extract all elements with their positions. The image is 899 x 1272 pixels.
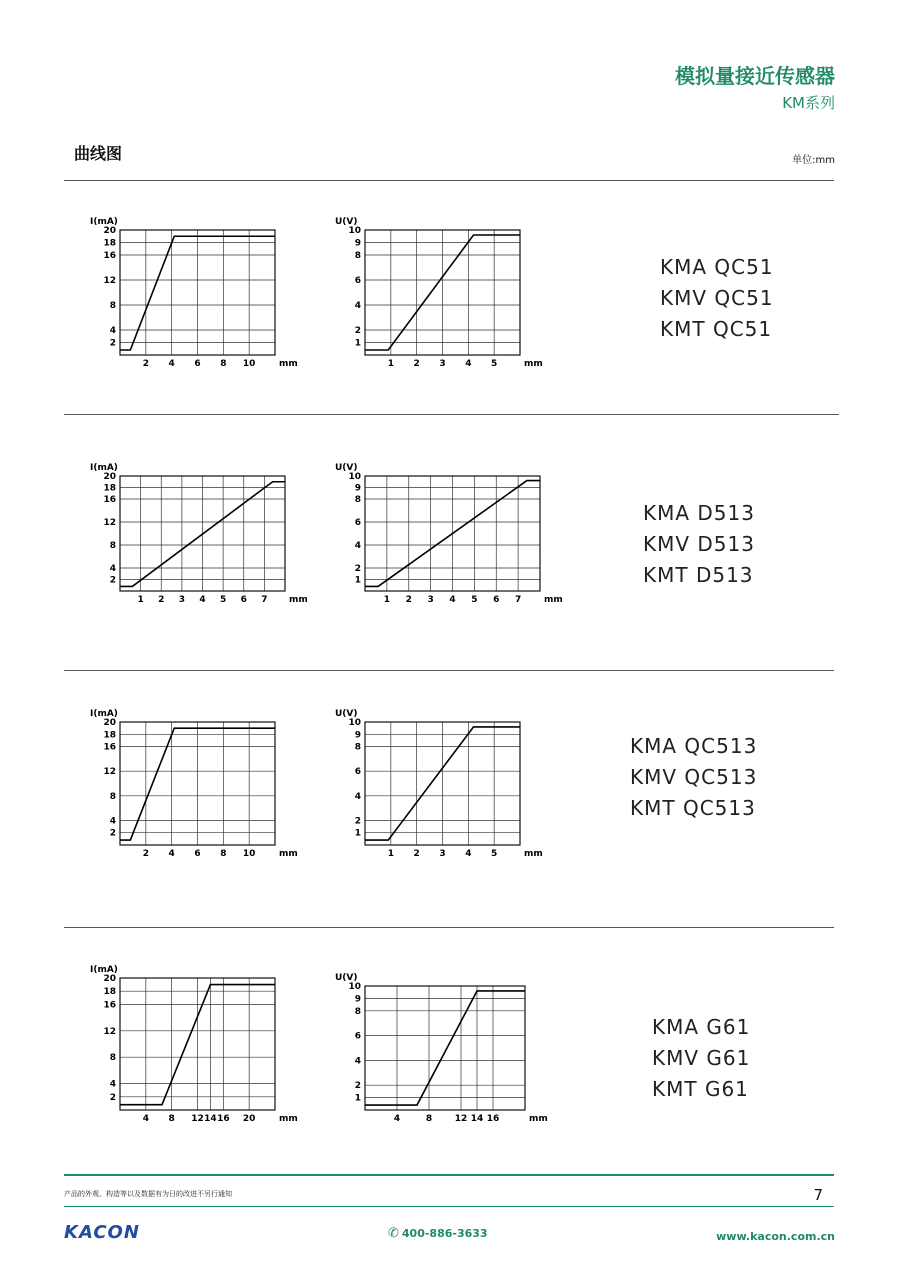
x-tick-label: 16 — [486, 1114, 500, 1124]
voltage-curve-chart — [325, 210, 550, 375]
y-tick-label: 20 — [103, 226, 116, 236]
y-tick-label: 1 — [354, 828, 361, 839]
y-tick-label: 8 — [354, 1006, 361, 1017]
x-tick-label: 3 — [427, 595, 434, 605]
x-tick-label: 1 — [387, 359, 394, 369]
y-tick-label: 2 — [354, 816, 361, 827]
phone-number: 400-886-3633 — [401, 1227, 488, 1240]
y-tick-label: 10 — [348, 226, 361, 236]
divider — [64, 180, 834, 181]
model-list — [652, 1012, 750, 1105]
y-tick-label: 20 — [103, 472, 116, 482]
response-curve — [365, 991, 525, 1105]
divider — [64, 414, 839, 415]
x-axis-unit: mm — [544, 595, 563, 605]
x-tick-label: 4 — [393, 1114, 401, 1124]
y-tick-label: 12 — [103, 767, 116, 778]
x-tick-label: 12 — [191, 1114, 204, 1124]
x-tick-label: 2 — [413, 359, 420, 369]
y-tick-label: 4 — [354, 541, 361, 551]
x-tick-label: 3 — [439, 849, 446, 859]
model-name: KMA QC513 — [630, 734, 758, 758]
y-tick-label: 9 — [354, 730, 361, 741]
x-tick-label: 3 — [178, 595, 186, 605]
x-tick-label: 6 — [493, 595, 500, 605]
section-title: 曲线图 — [74, 144, 123, 163]
model-list — [643, 498, 755, 591]
y-tick-label: 2 — [109, 1092, 116, 1103]
footer-rule — [64, 1206, 834, 1207]
y-tick-label: 6 — [354, 518, 361, 528]
y-tick-label: 16 — [103, 742, 116, 753]
divider — [64, 927, 834, 928]
y-axis-label: I(mA) — [90, 217, 118, 227]
model-list — [660, 252, 774, 345]
y-tick-label: 18 — [103, 483, 116, 494]
y-tick-label: 16 — [103, 495, 116, 505]
y-tick-label: 12 — [103, 518, 116, 528]
series-subtitle: KM系列 — [782, 94, 835, 112]
x-tick-label: 2 — [158, 595, 165, 605]
footer-rule — [64, 1174, 834, 1176]
x-tick-label: 14 — [204, 1114, 217, 1124]
kacon-logo: KACON — [64, 1222, 140, 1243]
y-tick-label: 18 — [103, 238, 116, 249]
x-tick-label: 1 — [387, 849, 394, 859]
model-name: KMV QC513 — [630, 765, 758, 789]
x-tick-label: 2 — [405, 595, 412, 605]
model-name: KMT QC513 — [630, 796, 756, 820]
y-tick-label: 1 — [354, 338, 361, 349]
x-axis-unit: mm — [524, 359, 543, 369]
y-tick-label: 6 — [354, 276, 361, 286]
x-tick-label: 4 — [168, 359, 175, 369]
y-tick-label: 4 — [109, 564, 116, 574]
y-tick-label: 2 — [109, 338, 116, 349]
y-tick-label: 12 — [103, 1026, 116, 1037]
x-tick-label: 4 — [142, 1114, 149, 1124]
y-tick-label: 9 — [354, 238, 361, 249]
x-tick-label: 4 — [465, 849, 472, 859]
model-name: KMT QC51 — [660, 317, 773, 341]
x-tick-label: 7 — [514, 595, 522, 605]
y-tick-label: 2 — [354, 326, 361, 336]
unit-label: 单位:mm — [792, 155, 835, 166]
x-tick-label: 4 — [199, 595, 206, 605]
y-tick-label: 9 — [354, 483, 361, 494]
y-tick-label: 2 — [354, 564, 361, 574]
y-tick-label: 6 — [354, 767, 361, 778]
y-tick-label: 10 — [348, 472, 361, 482]
y-tick-label: 4 — [354, 301, 361, 311]
model-name: KMV QC51 — [660, 286, 774, 310]
x-tick-label: 2 — [142, 359, 149, 369]
y-axis-label: U(V) — [335, 973, 358, 983]
x-tick-label: 16 — [217, 1114, 230, 1124]
x-tick-label: 1 — [383, 595, 391, 605]
x-tick-label: 6 — [240, 595, 247, 605]
x-tick-label: 1 — [137, 595, 144, 605]
disclaimer-note: 产品的外观、构造等以及数据有为日的改进不另行通知 — [64, 1190, 232, 1198]
y-tick-label: 16 — [103, 251, 116, 261]
x-tick-label: 10 — [242, 849, 256, 859]
y-tick-label: 4 — [109, 1079, 116, 1090]
y-tick-label: 1 — [354, 575, 361, 586]
y-tick-label: 2 — [109, 575, 116, 586]
y-axis-label: I(mA) — [90, 709, 118, 719]
x-tick-label: 5 — [471, 595, 478, 605]
y-tick-label: 16 — [103, 1000, 116, 1011]
y-tick-label: 20 — [103, 974, 116, 984]
y-axis-label: U(V) — [335, 709, 358, 719]
x-tick-label: 5 — [491, 849, 498, 859]
y-tick-label: 8 — [354, 495, 361, 505]
y-tick-label: 1 — [354, 1093, 361, 1104]
model-name: KMV D513 — [643, 532, 755, 556]
current-curve-chart — [80, 456, 315, 611]
model-list — [630, 731, 757, 824]
voltage-curve-chart — [325, 456, 570, 611]
x-axis-unit: mm — [279, 849, 298, 859]
x-tick-label: 8 — [220, 359, 227, 369]
document-title: 模拟量接近传感器 — [675, 64, 835, 88]
x-tick-label: 2 — [142, 849, 149, 859]
model-name: KMT G61 — [652, 1077, 749, 1101]
current-curve-chart — [80, 702, 305, 865]
model-name: KMA QC51 — [660, 255, 774, 279]
x-axis-unit: mm — [279, 359, 298, 369]
y-tick-label: 8 — [354, 251, 361, 261]
x-tick-label: 3 — [439, 359, 446, 369]
y-tick-label: 8 — [109, 1053, 116, 1064]
y-tick-label: 4 — [354, 1056, 361, 1067]
x-tick-label: 4 — [168, 849, 175, 859]
model-name: KMV G61 — [652, 1046, 751, 1070]
x-tick-label: 14 — [470, 1114, 484, 1124]
x-axis-unit: mm — [524, 849, 543, 859]
x-tick-label: 12 — [454, 1114, 468, 1124]
x-axis-unit: mm — [529, 1114, 548, 1124]
y-tick-label: 8 — [354, 742, 361, 753]
current-curve-chart — [80, 210, 305, 375]
y-tick-label: 20 — [103, 718, 116, 728]
y-tick-label: 18 — [103, 730, 116, 741]
website-link[interactable]: www.kacon.com.cn — [716, 1230, 835, 1243]
divider — [64, 670, 834, 671]
phone-icon: ✆ — [388, 1226, 399, 1241]
x-tick-label: 10 — [242, 359, 256, 369]
y-tick-label: 2 — [354, 1081, 361, 1092]
x-axis-unit: mm — [289, 595, 308, 605]
x-tick-label: 8 — [425, 1114, 433, 1124]
x-axis-unit: mm — [279, 1114, 298, 1124]
voltage-curve-chart — [325, 702, 550, 865]
model-name: KMA G61 — [652, 1015, 751, 1039]
x-tick-label: 8 — [220, 849, 227, 859]
x-tick-label: 2 — [413, 849, 420, 859]
y-tick-label: 4 — [109, 816, 116, 827]
y-tick-label: 8 — [109, 791, 116, 802]
y-tick-label: 10 — [348, 718, 361, 728]
y-tick-label: 10 — [348, 982, 361, 992]
x-tick-label: 6 — [194, 849, 201, 859]
y-axis-label: U(V) — [335, 463, 358, 473]
voltage-curve-chart — [325, 966, 555, 1130]
model-name: KMA D513 — [643, 501, 755, 525]
y-axis-label: I(mA) — [90, 463, 118, 473]
y-tick-label: 12 — [103, 276, 116, 286]
plot-frame — [365, 986, 525, 1110]
y-tick-label: 18 — [103, 987, 116, 998]
x-tick-label: 7 — [261, 595, 268, 605]
x-tick-label: 20 — [242, 1114, 256, 1124]
y-tick-label: 4 — [354, 791, 361, 802]
y-tick-label: 4 — [109, 326, 116, 336]
y-tick-label: 6 — [354, 1031, 361, 1042]
x-tick-label: 8 — [168, 1114, 175, 1124]
x-tick-label: 4 — [449, 595, 456, 605]
x-tick-label: 5 — [491, 359, 498, 369]
phone-contact — [388, 1226, 488, 1241]
y-tick-label: 8 — [109, 541, 116, 551]
y-tick-label: 2 — [109, 828, 116, 839]
x-tick-label: 5 — [219, 595, 227, 605]
x-tick-label: 6 — [194, 359, 201, 369]
y-tick-label: 9 — [354, 994, 361, 1005]
y-tick-label: 8 — [109, 301, 116, 311]
x-tick-label: 4 — [465, 359, 472, 369]
model-name: KMT D513 — [643, 563, 754, 587]
page-number: 7 — [813, 1186, 823, 1204]
y-axis-label: I(mA) — [90, 965, 118, 975]
current-curve-chart — [80, 958, 305, 1130]
y-axis-label: U(V) — [335, 217, 358, 227]
